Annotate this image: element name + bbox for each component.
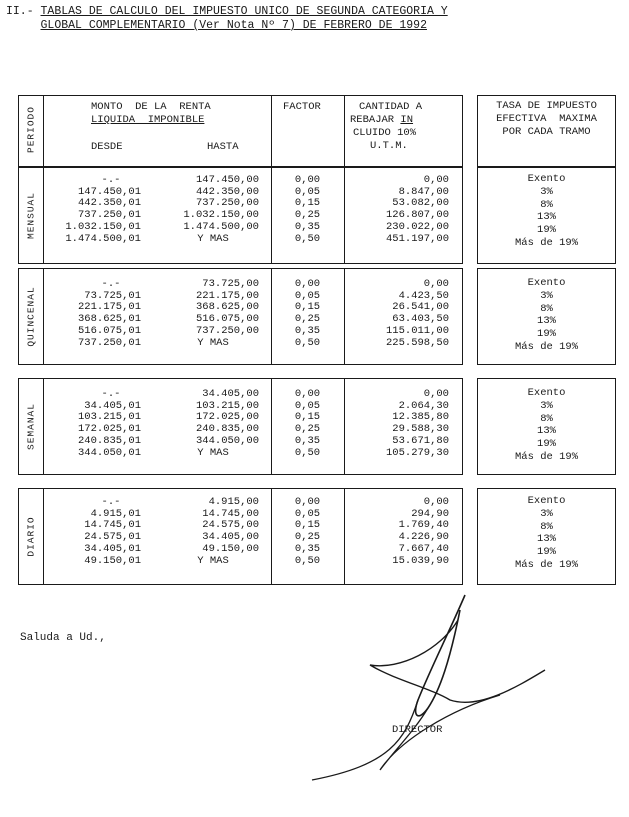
period-label: MENSUAL xyxy=(25,191,37,239)
rate-value: Más de 19% xyxy=(514,340,578,353)
cell-factor: 0,05 xyxy=(294,289,321,302)
cell-hasta: 516.075,00 xyxy=(195,313,259,326)
rate-value: Exento xyxy=(527,495,566,507)
rate-value: 3% xyxy=(540,289,553,302)
cell-hasta: 221.175,00 xyxy=(195,289,259,302)
cell-hasta: Y MAS xyxy=(197,232,229,245)
cell-desde: 24.575,01 xyxy=(84,531,141,544)
period-label: SEMANAL xyxy=(25,402,37,450)
heading-line-1: TABLAS DE CALCULO DEL IMPUESTO UNICO DE SEGUNDA CATEGORIA Y xyxy=(40,5,448,18)
rate-value: 8% xyxy=(540,412,553,425)
rate-value: 13% xyxy=(537,533,556,546)
cell-factor: 0,00 xyxy=(294,278,321,290)
cell-cantidad: 105.279,30 xyxy=(385,446,449,459)
table-header xyxy=(18,95,463,167)
cell-factor: 0,00 xyxy=(294,174,321,186)
cell-factor: 0,25 xyxy=(294,531,321,544)
cell-desde: 344.050,01 xyxy=(77,446,141,459)
cell-desde: 73.725,01 xyxy=(84,289,141,302)
cell-cantidad: 12.385,80 xyxy=(392,411,449,424)
cell-factor: 0,00 xyxy=(294,388,321,400)
signature-title: DIRECTOR xyxy=(392,724,443,736)
header-factor: FACTOR xyxy=(283,101,321,113)
heading-line-2: GLOBAL COMPLEMENTARIO (Ver Nota Nº 7) DE FEBRERO DE 1992 xyxy=(40,19,427,32)
cell-hasta: 1.474.500,00 xyxy=(183,220,259,233)
cell-cantidad: 225.598,50 xyxy=(385,336,449,349)
header-hasta: HASTA xyxy=(207,141,239,153)
cell-hasta: 172.025,00 xyxy=(195,411,259,424)
period-block-diario xyxy=(18,488,463,585)
rate-block-mensual xyxy=(477,167,616,264)
cell-hasta: 14.745,00 xyxy=(202,507,259,520)
header-cantidad-3: CLUIDO 10% xyxy=(353,127,417,139)
cell-desde: 147.450,01 xyxy=(77,185,141,198)
rate-value: 3% xyxy=(540,185,553,198)
header-tasa-2: EFECTIVA MAXIMA xyxy=(496,113,597,125)
cell-desde: -.- xyxy=(101,278,121,290)
cell-factor: 0,50 xyxy=(294,336,321,349)
cell-cantidad: 4.226,90 xyxy=(398,531,449,544)
rate-value: Exento xyxy=(527,173,566,185)
rate-value: 19% xyxy=(537,438,556,451)
cell-factor: 0,25 xyxy=(294,423,321,436)
cell-factor: 0,35 xyxy=(294,542,321,555)
rate-value: Más de 19% xyxy=(514,236,578,249)
rate-value: Exento xyxy=(527,277,566,289)
cell-factor: 0,50 xyxy=(294,446,321,459)
cell-desde: 172.025,01 xyxy=(77,423,141,436)
document-heading xyxy=(6,5,606,33)
cell-cantidad: 53.082,00 xyxy=(392,197,449,210)
cell-factor: 0,15 xyxy=(294,197,321,210)
closing-text: Saluda a Ud., xyxy=(20,632,106,644)
cell-desde: 1.474.500,01 xyxy=(65,232,141,245)
header-cantidad-4: U.T.M. xyxy=(370,140,408,152)
cell-desde: 4.915,01 xyxy=(90,507,141,520)
rate-value: 13% xyxy=(537,211,556,224)
cell-hasta: 344.050,00 xyxy=(195,434,259,447)
rate-value: 19% xyxy=(537,328,556,341)
rate-header xyxy=(477,95,616,167)
header-desde: DESDE xyxy=(91,141,123,153)
header-monto-2: LIQUIDA IMPONIBLE xyxy=(91,114,205,126)
rate-value: Más de 19% xyxy=(514,450,578,463)
rate-block-quincenal xyxy=(477,268,616,365)
cell-desde: 103.215,01 xyxy=(77,411,141,424)
period-label: QUINCENAL xyxy=(25,285,37,347)
cell-hasta: 34.405,00 xyxy=(202,531,259,544)
cell-cantidad: 63.403,50 xyxy=(392,313,449,326)
period-block-quincenal xyxy=(18,268,463,365)
cell-hasta: 368.625,00 xyxy=(195,301,259,314)
cell-cantidad: 15.039,90 xyxy=(392,554,449,567)
cell-hasta: 240.835,00 xyxy=(195,423,259,436)
rate-block-semanal xyxy=(477,378,616,475)
cell-desde: 14.745,01 xyxy=(84,519,141,532)
rate-value: 19% xyxy=(537,224,556,237)
header-cantidad-2: REBAJAR IN xyxy=(350,114,414,126)
cell-cantidad: 0,00 xyxy=(423,388,449,400)
rate-value: 8% xyxy=(540,302,553,315)
cell-cantidad: 53.671,80 xyxy=(392,434,449,447)
cell-hasta: 1.032.150,00 xyxy=(183,209,259,222)
cell-cantidad: 2.064,30 xyxy=(398,399,449,412)
rate-value: 8% xyxy=(540,198,553,211)
cell-hasta: 737.250,00 xyxy=(195,324,259,337)
cell-cantidad: 4.423,50 xyxy=(398,289,449,302)
cell-cantidad: 29.588,30 xyxy=(392,423,449,436)
cell-cantidad: 294,90 xyxy=(411,507,449,520)
heading-number: II.- xyxy=(6,5,41,18)
cell-hasta: 73.725,00 xyxy=(202,278,259,290)
period-block-mensual xyxy=(18,167,463,264)
rate-value: 8% xyxy=(540,520,553,533)
cell-hasta: 34.405,00 xyxy=(202,388,259,400)
cell-hasta: 737.250,00 xyxy=(195,197,259,210)
cell-desde: 368.625,01 xyxy=(77,313,141,326)
period-block-semanal xyxy=(18,378,463,475)
rate-value: 3% xyxy=(540,399,553,412)
cell-factor: 0,15 xyxy=(294,519,321,532)
rate-value: 13% xyxy=(537,425,556,438)
cell-factor: 0,35 xyxy=(294,434,321,447)
cell-desde: 240.835,01 xyxy=(77,434,141,447)
header-cantidad-1: CANTIDAD A xyxy=(359,101,423,113)
cell-factor: 0,15 xyxy=(294,411,321,424)
cell-hasta: Y MAS xyxy=(197,554,229,567)
cell-cantidad: 230.022,00 xyxy=(385,220,449,233)
cell-hasta: 24.575,00 xyxy=(202,519,259,532)
cell-desde: -.- xyxy=(101,388,121,400)
cell-factor: 0,15 xyxy=(294,301,321,314)
header-tasa-3: POR CADA TRAMO xyxy=(502,126,591,138)
cell-desde: 1.032.150,01 xyxy=(65,220,141,233)
cell-factor: 0,50 xyxy=(294,554,321,567)
cell-factor: 0,00 xyxy=(294,496,321,508)
cell-cantidad: 115.011,00 xyxy=(385,324,449,337)
cell-cantidad: 8.847,00 xyxy=(398,185,449,198)
cell-factor: 0,05 xyxy=(294,507,321,520)
cell-cantidad: 0,00 xyxy=(423,496,449,508)
rate-value: Exento xyxy=(527,387,566,399)
cell-desde: 442.350,01 xyxy=(77,197,141,210)
cell-desde: 34.405,01 xyxy=(84,399,141,412)
cell-desde: 737.250,01 xyxy=(77,336,141,349)
rate-value: 3% xyxy=(540,507,553,520)
header-periodo: PERIODO xyxy=(25,106,37,153)
cell-factor: 0,25 xyxy=(294,209,321,222)
header-tasa-1: TASA DE IMPUESTO xyxy=(496,100,597,112)
cell-cantidad: 0,00 xyxy=(423,174,449,186)
cell-hasta: 49.150,00 xyxy=(202,542,259,555)
cell-cantidad: 26.541,00 xyxy=(392,301,449,314)
cell-desde: 34.405,01 xyxy=(84,542,141,555)
rate-value: Más de 19% xyxy=(514,558,578,571)
cell-hasta: Y MAS xyxy=(197,336,229,349)
cell-cantidad: 0,00 xyxy=(423,278,449,290)
cell-hasta: 4.915,00 xyxy=(208,496,259,508)
cell-cantidad: 126.807,00 xyxy=(385,209,449,222)
cell-factor: 0,05 xyxy=(294,185,321,198)
cell-desde: -.- xyxy=(101,496,121,508)
cell-hasta: 147.450,00 xyxy=(195,174,259,186)
period-label: DIARIO xyxy=(25,515,37,557)
cell-desde: 221.175,01 xyxy=(77,301,141,314)
signature-scribble xyxy=(300,590,560,790)
cell-factor: 0,35 xyxy=(294,220,321,233)
cell-hasta: Y MAS xyxy=(197,446,229,459)
cell-desde: -.- xyxy=(101,174,121,186)
cell-hasta: 442.350,00 xyxy=(195,185,259,198)
rate-value: 19% xyxy=(537,546,556,559)
cell-factor: 0,35 xyxy=(294,324,321,337)
cell-desde: 516.075,01 xyxy=(77,324,141,337)
cell-cantidad: 7.667,40 xyxy=(398,542,449,555)
cell-desde: 49.150,01 xyxy=(84,554,141,567)
cell-hasta: 103.215,00 xyxy=(195,399,259,412)
cell-cantidad: 451.197,00 xyxy=(385,232,449,245)
cell-factor: 0,05 xyxy=(294,399,321,412)
cell-factor: 0,50 xyxy=(294,232,321,245)
cell-desde: 737.250,01 xyxy=(77,209,141,222)
rate-block-diario xyxy=(477,488,616,585)
cell-factor: 0,25 xyxy=(294,313,321,326)
rate-value: 13% xyxy=(537,315,556,328)
cell-cantidad: 1.769,40 xyxy=(398,519,449,532)
header-monto-1: MONTO DE LA RENTA xyxy=(91,101,211,113)
